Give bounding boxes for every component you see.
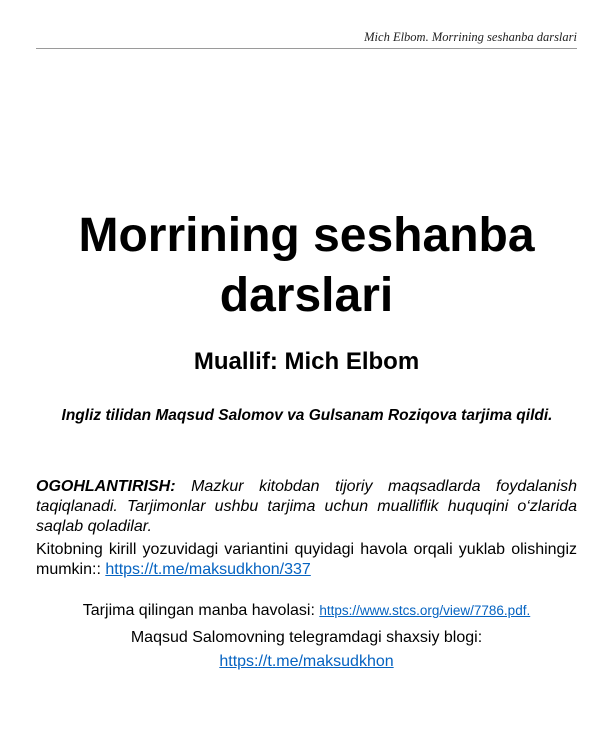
cyrillic-version-paragraph xyxy=(36,540,577,580)
author-line: Muallif: Mich Elbom xyxy=(193,348,420,375)
source-link[interactable]: https://www.stcs.org/view/7786.pdf. xyxy=(319,603,531,618)
warning-label: OGOHLANTIRISH: xyxy=(36,478,176,495)
blog-paragraph xyxy=(20,626,593,674)
warning-text: Mazkur kitobdan tijoriy maqsadlarda foydalanish taqiqlanadi. Tarjimonlar ushbu tarjima uchun mualliflik huquqini o‘zlarida saqlab qoladilar. xyxy=(36,478,577,535)
source-paragraph xyxy=(20,601,593,621)
running-header: Mich Elbom. Morrining seshanba darslari xyxy=(364,30,577,44)
header-divider xyxy=(36,48,577,49)
source-label: Tarjima qilingan manba havolasi: xyxy=(82,602,320,619)
blog-link[interactable]: https://t.me/maksudkhon xyxy=(219,653,394,670)
warning-paragraph xyxy=(36,477,577,537)
cyrillic-version-link[interactable]: https://t.me/maksudkhon/337 xyxy=(105,561,311,578)
translators-line: Ingliz tilidan Maqsud Salomov va Gulsanam Roziqova tarjima qildi. xyxy=(61,407,553,424)
blog-label: Maqsud Salomovning telegramdagi shaxsiy blogi: xyxy=(130,629,483,646)
book-title: Morrining seshanba darslari xyxy=(78,209,535,322)
cyrillic-version-text: Kitobning kirill yozuvidagi variantini quyidagi havola orqali yuklab olishingiz mumkin:: xyxy=(36,541,577,578)
